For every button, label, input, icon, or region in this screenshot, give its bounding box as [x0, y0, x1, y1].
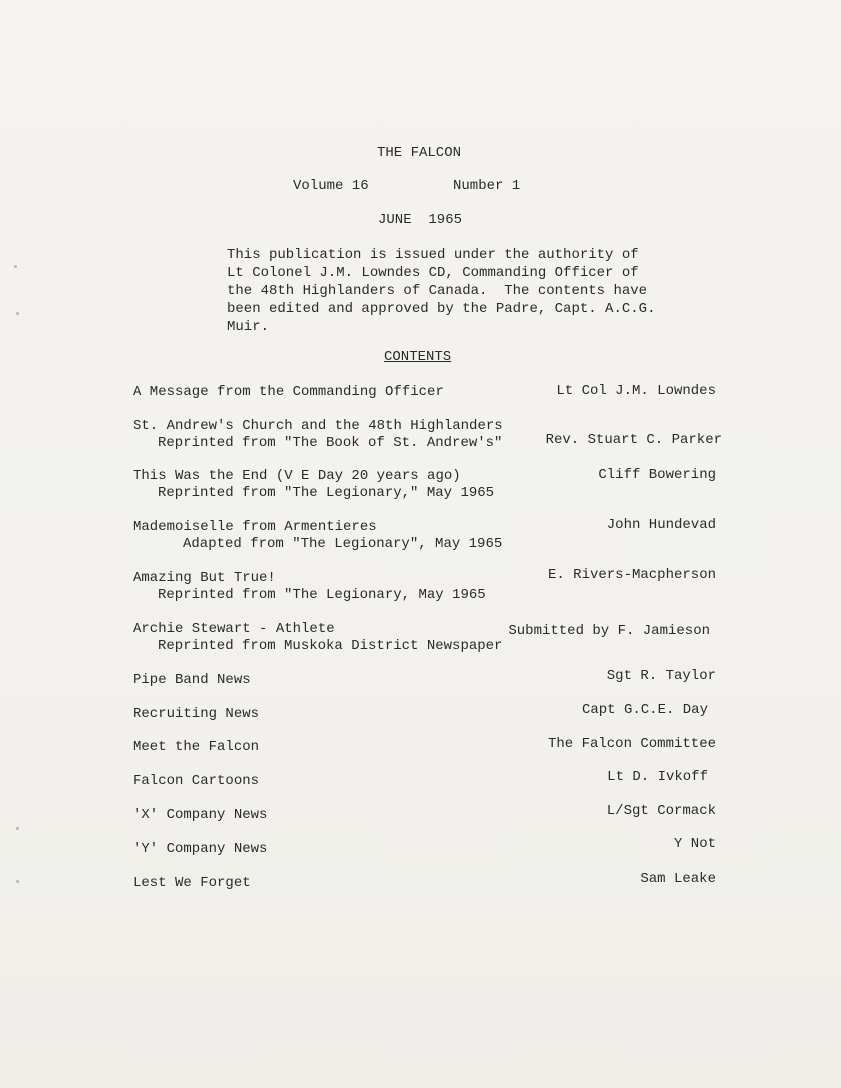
contents-entry-author: Sgt R. Taylor [606, 668, 716, 684]
scan-mark [14, 265, 17, 268]
contents-entry-title: Lest We Forget [133, 875, 251, 891]
contents-entry-author: The Falcon Committee [547, 736, 716, 752]
contents-entry-author: Rev. Stuart C. Parker [545, 432, 722, 448]
scan-mark [16, 827, 19, 830]
contents-entry-title: Recruiting News [133, 706, 260, 722]
authority-statement [227, 246, 667, 336]
issue-date: JUNE 1965 [378, 212, 463, 228]
contents-entry-author: Lt Col J.M. Lowndes [556, 383, 716, 399]
contents-entry-title: 'Y' Company News [133, 841, 268, 857]
intro-line: the 48th Highlanders of Canada. The contents have [227, 283, 648, 299]
contents-entry-author: Cliff Bowering [598, 467, 716, 483]
intro-line: Muir. [227, 319, 270, 335]
intro-line: been edited and approved by the Padre, Capt. A.C.G. [227, 301, 656, 317]
contents-entry-title: Falcon Cartoons [133, 773, 260, 789]
intro-line: Lt Colonel J.M. Lowndes CD, Commanding Officer of [227, 265, 639, 281]
contents-entry-source: Reprinted from Muskoka District Newspaper [158, 638, 503, 654]
contents-entry-title: A Message from the Commanding Officer [133, 384, 444, 400]
contents-entry-author: Sam Leake [640, 871, 716, 887]
contents-entry [133, 570, 486, 604]
scan-mark [16, 312, 19, 315]
contents-entry-title: Meet the Falcon [133, 739, 260, 755]
publication-title: THE FALCON [377, 145, 462, 161]
scan-mark [16, 880, 19, 883]
contents-entry-author: Y Not [673, 836, 716, 852]
volume-label: Volume 16 [293, 178, 369, 194]
contents-entry-author: John Hundevad [606, 517, 716, 533]
contents-entry-author: Submitted by F. Jamieson [508, 623, 710, 639]
contents-entry-title: Amazing But True! [133, 570, 276, 586]
contents-entry [133, 418, 503, 452]
contents-entry-author: Lt D. Ivkoff [607, 769, 708, 785]
contents-entry-source: Reprinted from "The Legionary, May 1965 [158, 587, 486, 603]
contents-entry [133, 468, 494, 502]
contents-entry-title: 'X' Company News [133, 807, 268, 823]
contents-entry-title: St. Andrew's Church and the 48th Highlanders [133, 418, 503, 434]
contents-entry-author: L/Sgt Cormack [606, 803, 716, 819]
contents-entry-title: Pipe Band News [133, 672, 251, 688]
contents-entry-source: Adapted from "The Legionary", May 1965 [183, 536, 503, 552]
contents-entry-source: Reprinted from "The Book of St. Andrew's" [158, 435, 503, 451]
contents-entry-source: Reprinted from "The Legionary," May 1965 [158, 485, 495, 501]
contents-heading: CONTENTS [384, 349, 452, 365]
contents-entry [133, 621, 502, 655]
contents-entry-title: This Was the End (V E Day 20 years ago) [133, 468, 461, 484]
number-label: Number 1 [453, 178, 521, 194]
contents-entry-author: Capt G.C.E. Day [581, 702, 708, 718]
contents-entry-title: Archie Stewart - Athlete [133, 621, 335, 637]
contents-entry [133, 519, 502, 553]
intro-line: This publication is issued under the authority of [227, 247, 639, 263]
contents-entry-author: E. Rivers-Macpherson [547, 567, 716, 583]
contents-entry-title: Mademoiselle from Armentieres [133, 519, 377, 535]
